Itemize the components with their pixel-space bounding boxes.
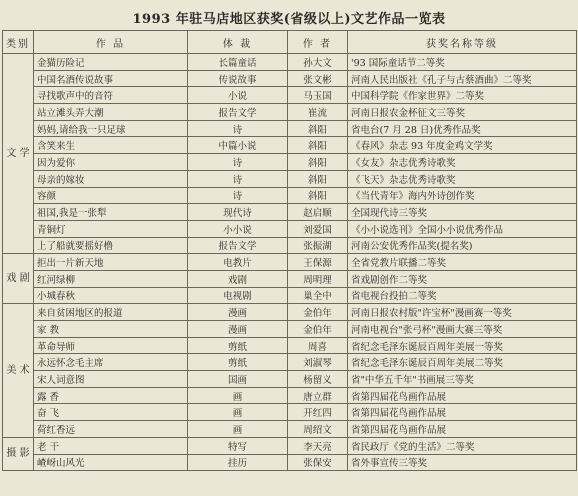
- genre-cell: 诗: [188, 170, 288, 187]
- author-cell: 孙大文: [288, 54, 348, 71]
- work-cell: 宋人词意图: [34, 371, 188, 388]
- author-cell: 斜阳: [288, 120, 348, 137]
- table-header-row: [3, 31, 577, 54]
- genre-cell: 传说故事: [188, 70, 288, 87]
- award-cell: 《小小说选刊》全国小小说优秀作品: [348, 220, 577, 237]
- genre-cell: 小说: [188, 87, 288, 104]
- category-cell: 戏 剧: [3, 254, 34, 304]
- award-cell: 省纪念毛泽东诞辰百周年美展二等奖: [348, 354, 577, 371]
- header-author: 作 者: [288, 31, 348, 54]
- genre-cell: 画: [188, 421, 288, 438]
- work-cell: 小城春秋: [34, 287, 188, 304]
- award-cell: 河南日报农村版"许宝杯"漫画赛一等奖: [348, 304, 577, 321]
- work-cell: 来自贫困地区的报道: [34, 304, 188, 321]
- table-row: [3, 270, 577, 287]
- header-category: 类别: [3, 31, 34, 54]
- work-cell: 中国名酒传说故事: [34, 70, 188, 87]
- author-cell: 刘淑琴: [288, 354, 348, 371]
- award-table: [2, 30, 577, 471]
- table-row: [3, 354, 577, 371]
- table-row: [3, 237, 577, 254]
- author-cell: 金伯年: [288, 321, 348, 338]
- award-cell: 河南日报农金杯征文三等奖: [348, 104, 577, 121]
- genre-cell: 中篇小说: [188, 137, 288, 154]
- author-cell: 赵启顺: [288, 204, 348, 221]
- table-row: [3, 54, 577, 71]
- table-row: [3, 287, 577, 304]
- author-cell: 张文彬: [288, 70, 348, 87]
- work-cell: 红河绿柳: [34, 270, 188, 287]
- author-cell: 王保源: [288, 254, 348, 271]
- author-cell: 周绍文: [288, 421, 348, 438]
- genre-cell: 报告文学: [188, 237, 288, 254]
- author-cell: 唐立群: [288, 387, 348, 404]
- table-row: [3, 304, 577, 321]
- work-cell: 露 香: [34, 387, 188, 404]
- header-genre: 体 裁: [188, 31, 288, 54]
- work-cell: 拒出一片新天地: [34, 254, 188, 271]
- page-title: 1993 年驻马店地区获奖(省级以上)文艺作品一览表: [132, 12, 446, 27]
- author-cell: 刘爱国: [288, 220, 348, 237]
- table-row: [3, 220, 577, 237]
- author-cell: 斜阳: [288, 170, 348, 187]
- award-cell: 河南电视台"张弓杯"漫画大赛三等奖: [348, 321, 577, 338]
- table-row: [3, 154, 577, 171]
- author-cell: 开红四: [288, 404, 348, 421]
- genre-cell: 电视剧: [188, 287, 288, 304]
- table-row: [3, 137, 577, 154]
- author-cell: 斜阳: [288, 154, 348, 171]
- work-cell: 老 干: [34, 437, 188, 454]
- table-row: [3, 371, 577, 388]
- author-cell: 斜阳: [288, 137, 348, 154]
- award-cell: 《当代青年》海内外诗创作奖: [348, 187, 577, 204]
- author-cell: 斜阳: [288, 187, 348, 204]
- work-cell: 含笑来生: [34, 137, 188, 154]
- award-cell: 省戏剧创作二等奖: [348, 270, 577, 287]
- work-cell: 祖国,我是一张犁: [34, 204, 188, 221]
- work-cell: 青铜灯: [34, 220, 188, 237]
- category-cell: 美 术: [3, 304, 34, 438]
- work-cell: 奋 飞: [34, 404, 188, 421]
- genre-cell: 剪纸: [188, 354, 288, 371]
- table-row: [3, 87, 577, 104]
- award-cell: 省第四届花鸟画作品展: [348, 387, 577, 404]
- table-row: [3, 421, 577, 438]
- table-row: [3, 170, 577, 187]
- author-cell: 周喜: [288, 337, 348, 354]
- genre-cell: 国画: [188, 371, 288, 388]
- author-cell: 杨留义: [288, 371, 348, 388]
- table-row: [3, 254, 577, 271]
- award-cell: 全省党教片联播二等奖: [348, 254, 577, 271]
- award-cell: 省电台(7 月 28 日)优秀作品奖: [348, 120, 577, 137]
- table-row: [3, 120, 577, 137]
- award-cell: 省民政厅《党的生活》二等奖: [348, 437, 577, 454]
- genre-cell: 挂历: [188, 454, 288, 471]
- award-cell: 《飞天》杂志优秀诗歌奖: [348, 170, 577, 187]
- table-row: [3, 387, 577, 404]
- genre-cell: 诗: [188, 187, 288, 204]
- table-row: [3, 104, 577, 121]
- author-cell: 金伯年: [288, 304, 348, 321]
- genre-cell: 漫画: [188, 304, 288, 321]
- category-cell: 摄 影: [3, 437, 34, 470]
- genre-cell: 诗: [188, 120, 288, 137]
- genre-cell: 剪纸: [188, 337, 288, 354]
- work-cell: 站立滩头弄大潮: [34, 104, 188, 121]
- genre-cell: 戏剧: [188, 270, 288, 287]
- author-cell: 巢全中: [288, 287, 348, 304]
- genre-cell: 特写: [188, 437, 288, 454]
- author-cell: 周明理: [288, 270, 348, 287]
- award-cell: 省第四届花鸟画作品展: [348, 421, 577, 438]
- author-cell: 崔流: [288, 104, 348, 121]
- work-cell: 金猫历险记: [34, 54, 188, 71]
- table-row: [3, 187, 577, 204]
- award-cell: 省外事宣传三等奖: [348, 454, 577, 471]
- award-cell: 河南人民出版社《孔子与古蔡酒曲》二等奖: [348, 70, 577, 87]
- work-cell: 因为爱你: [34, 154, 188, 171]
- genre-cell: 漫画: [188, 321, 288, 338]
- table-row: [3, 454, 577, 471]
- genre-cell: 现代诗: [188, 204, 288, 221]
- award-cell: 全国现代诗三等奖: [348, 204, 577, 221]
- genre-cell: 电教片: [188, 254, 288, 271]
- author-cell: 马玉国: [288, 87, 348, 104]
- work-cell: 上了船就要摇好橹: [34, 237, 188, 254]
- award-cell: '93 国际童话节二等奖: [348, 54, 577, 71]
- author-cell: 张振湖: [288, 237, 348, 254]
- genre-cell: 小小说: [188, 220, 288, 237]
- category-cell: 文 学: [3, 54, 34, 254]
- author-cell: 李天亮: [288, 437, 348, 454]
- work-cell: 母亲的嫁妆: [34, 170, 188, 187]
- table-row: [3, 337, 577, 354]
- work-cell: 寻找歌声中的音符: [34, 87, 188, 104]
- table-row: [3, 70, 577, 87]
- table-row: [3, 404, 577, 421]
- genre-cell: 报告文学: [188, 104, 288, 121]
- header-award: 获奖名称等级: [348, 31, 577, 54]
- work-cell: 妈妈,请给我一只足球: [34, 120, 188, 137]
- award-cell: 省第四届花鸟画作品展: [348, 404, 577, 421]
- table-row: [3, 321, 577, 338]
- award-cell: 中国科学院《作家世界》二等奖: [348, 87, 577, 104]
- award-cell: 省纪念毛泽东诞辰百周年美展一等奖: [348, 337, 577, 354]
- table-body: [3, 54, 577, 471]
- award-cell: 河南公安优秀作品奖(提名奖): [348, 237, 577, 254]
- author-cell: 张保安: [288, 454, 348, 471]
- work-cell: 革命导师: [34, 337, 188, 354]
- work-cell: 嵖岈山风光: [34, 454, 188, 471]
- genre-cell: 诗: [188, 154, 288, 171]
- table-row: [3, 437, 577, 454]
- work-cell: 容颜: [34, 187, 188, 204]
- work-cell: 永远怀念毛主席: [34, 354, 188, 371]
- table-row: [3, 204, 577, 221]
- genre-cell: 长篇童话: [188, 54, 288, 71]
- award-cell: 《女友》杂志优秀诗歌奖: [348, 154, 577, 171]
- award-cell: 省"中华五千年"书画展三等奖: [348, 371, 577, 388]
- genre-cell: 画: [188, 404, 288, 421]
- award-cell: 《春风》杂志 93 年度金鸡文学奖: [348, 137, 577, 154]
- genre-cell: 画: [188, 387, 288, 404]
- work-cell: 家 教: [34, 321, 188, 338]
- header-work: 作 品: [34, 31, 188, 54]
- work-cell: 荷红香远: [34, 421, 188, 438]
- award-cell: 省电视台投拍二等奖: [348, 287, 577, 304]
